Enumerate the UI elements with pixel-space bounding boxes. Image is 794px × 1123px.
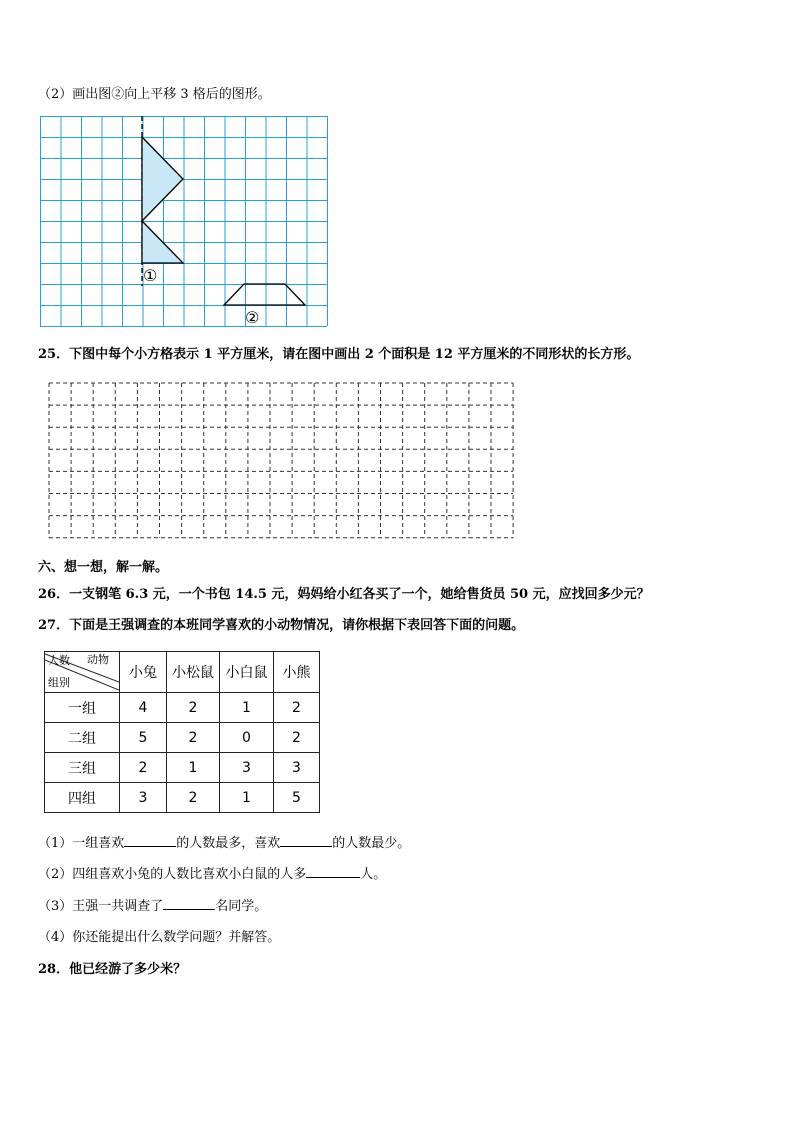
q27-sub-2: （2）四组喜欢小兔的人数比喜欢小白鼠的人多 人。 xyxy=(38,867,387,882)
q26-prompt: 26．一支钢笔 6.3 元，一个书包 14.5 元，妈妈给小红各买了一个，她给售货员 50 元，应找回多少元？ xyxy=(38,587,650,602)
answer-blank[interactable] xyxy=(124,846,176,847)
column-header: 小兔 xyxy=(120,652,167,693)
table-cell: 0 xyxy=(220,723,274,753)
q27-sub-1: （1）一组喜欢 的人数最多，喜欢 的人数最少。 xyxy=(38,836,411,851)
section-6-title: 六、想一想，解一解。 xyxy=(38,560,169,575)
row-group: 二组 xyxy=(45,723,120,753)
figure-1-label: ① xyxy=(143,266,158,285)
q28-prompt: 28．他已经游了多少米？ xyxy=(38,962,187,977)
table-cell: 2 xyxy=(274,693,320,723)
figure-2-trapezoid xyxy=(224,284,305,305)
table-cell: 3 xyxy=(220,753,274,783)
table-cell: 3 xyxy=(120,783,167,813)
table-cell: 2 xyxy=(120,753,167,783)
table-cell: 3 xyxy=(274,753,320,783)
header-animal: 动物 xyxy=(87,653,109,666)
column-header: 小松鼠 xyxy=(167,652,220,693)
figure-2-label: ② xyxy=(245,308,260,327)
table-cell: 4 xyxy=(120,693,167,723)
table-row xyxy=(45,783,320,813)
table-cell: 2 xyxy=(167,693,220,723)
table-cell: 2 xyxy=(167,723,220,753)
figure-1-upper-triangle xyxy=(142,137,183,221)
table-cell: 1 xyxy=(220,783,274,813)
table-row xyxy=(45,693,320,723)
row-group: 四组 xyxy=(45,783,120,813)
answer-blank[interactable] xyxy=(280,846,332,847)
table-cell: 2 xyxy=(274,723,320,753)
q24-2-prompt: （2）画出图②向上平移 3 格后的图形。 xyxy=(38,87,271,102)
header-group: 组别 xyxy=(48,676,70,689)
row-group: 三组 xyxy=(45,753,120,783)
column-header: 小白鼠 xyxy=(220,652,274,693)
table-row xyxy=(45,753,320,783)
table-cell: 1 xyxy=(220,693,274,723)
area-drawing-grid[interactable] xyxy=(48,382,516,540)
table-cell: 5 xyxy=(120,723,167,753)
q27-sub-3: （3）王强一共调查了 名同学。 xyxy=(38,899,268,914)
answer-blank[interactable] xyxy=(306,877,360,878)
answer-blank[interactable] xyxy=(163,909,215,910)
header-people: 人数 xyxy=(48,654,70,667)
table-cell: 1 xyxy=(167,753,220,783)
column-header: 小熊 xyxy=(274,652,320,693)
q27-sub-4: （4）你还能提出什么数学问题？并解答。 xyxy=(38,930,281,945)
table-cell: 2 xyxy=(167,783,220,813)
table-diagonal-header xyxy=(45,652,120,693)
q25-prompt: 25．下图中每个小方格表示 1 平方厘米，请在图中画出 2 个面积是 12 平方厘米的不同形状的长方形。 xyxy=(38,347,640,362)
animal-survey-table xyxy=(44,651,320,813)
q27-prompt: 27．下面是王强调查的本班同学喜欢的小动物情况，请你根据下表回答下面的问题。 xyxy=(38,618,525,633)
translation-grid[interactable] xyxy=(40,116,328,328)
table-cell: 5 xyxy=(274,783,320,813)
table-row xyxy=(45,723,320,753)
row-group: 一组 xyxy=(45,693,120,723)
